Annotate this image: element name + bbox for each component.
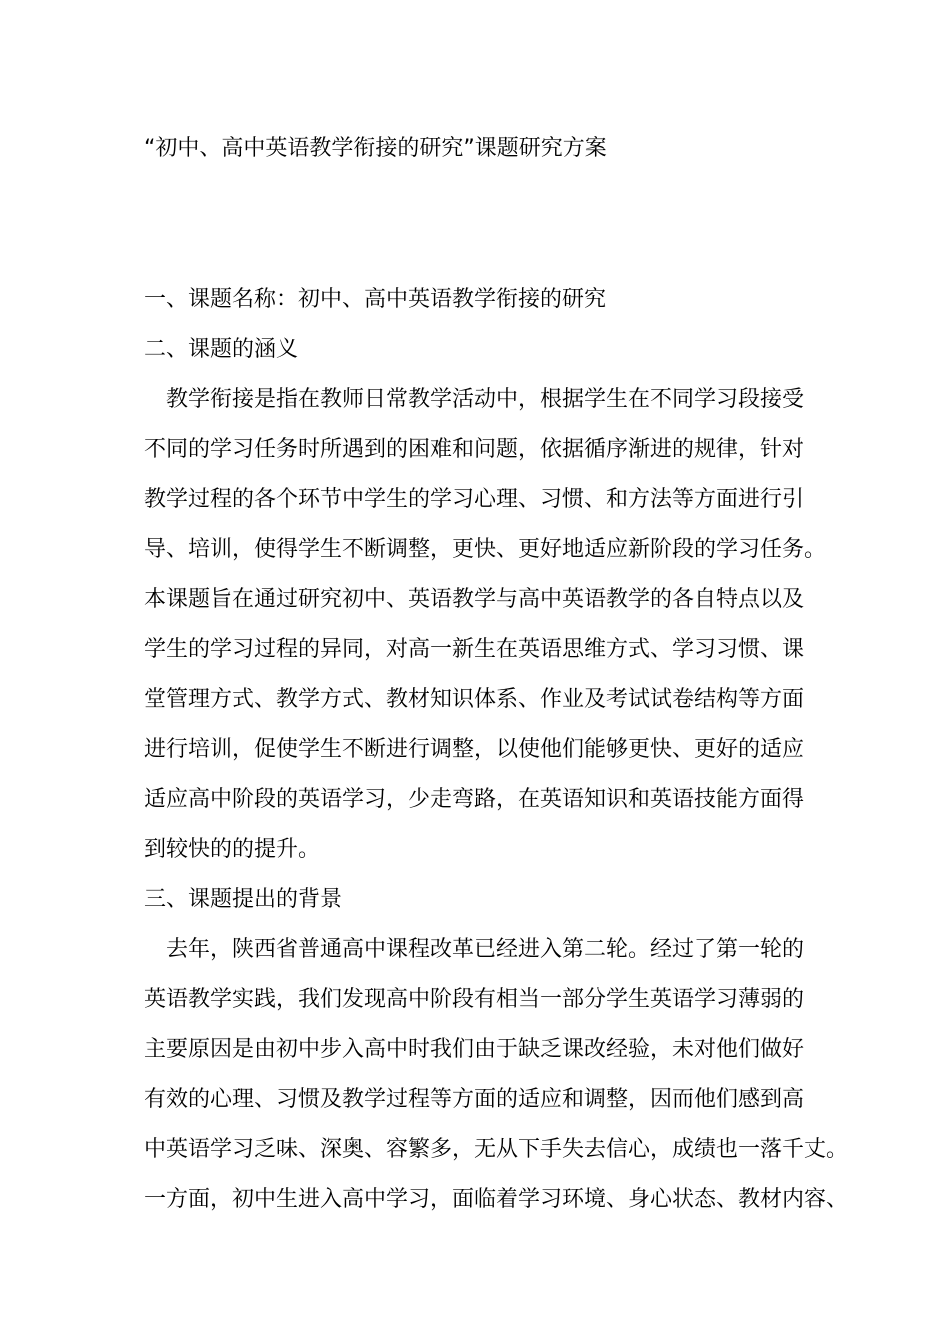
section-heading-3: 三、课题提出的背景 (144, 887, 343, 912)
paragraph-line: 教学衔接是指在教师日常教学活动中，根据学生在不同学习段接受 (144, 387, 805, 412)
paragraph-line: 进行培训，促使学生不断进行调整，以使他们能够更快、更好的适应 (144, 737, 805, 762)
paragraph-line: 学生的学习过程的异同，对高一新生在英语思维方式、学习习惯、课 (144, 637, 805, 662)
paragraph-line: 主要原因是由初中步入高中时我们由于缺乏课改经验，未对他们做好 (144, 1037, 805, 1062)
section-heading-2: 二、课题的涵义 (144, 337, 299, 362)
paragraph-line: 导、培训，使得学生不断调整，更快、更好地适应新阶段的学习任务。 (144, 537, 827, 562)
paragraph-line: 适应高中阶段的英语学习，少走弯路，在英语知识和英语技能方面得 (144, 787, 805, 812)
paragraph-line: 到较快的的提升。 (144, 837, 321, 862)
document-title: “初中、高中英语教学衔接的研究”课题研究方案 (144, 136, 607, 161)
paragraph-line: 堂管理方式、教学方式、教材知识体系、作业及考试试卷结构等方面 (144, 687, 805, 712)
paragraph-line: 去年，陕西省普通高中课程改革已经进入第二轮。经过了第一轮的 (144, 937, 805, 962)
paragraph-line: 中英语学习乏味、深奥、容繁多，无从下手失去信心，成绩也一落千丈。 (144, 1137, 849, 1162)
section-heading-1: 一、课题名称：初中、高中英语教学衔接的研究 (144, 287, 607, 312)
paragraph-line: 不同的学习任务时所遇到的困难和问题，依据循序渐进的规律，针对 (144, 437, 805, 462)
paragraph-line: 有效的心理、习惯及教学过程等方面的适应和调整，因而他们感到高 (144, 1087, 805, 1112)
paragraph-line: 教学过程的各个环节中学生的学习心理、习惯、和方法等方面进行引 (144, 487, 805, 512)
paragraph-line: 英语教学实践，我们发现高中阶段有相当一部分学生英语学习薄弱的 (144, 987, 805, 1012)
paragraph-line: 一方面，初中生进入高中学习，面临着学习环境、身心状态、教材内容、 (144, 1187, 849, 1212)
paragraph-line: 本课题旨在通过研究初中、英语教学与高中英语教学的各自特点以及 (144, 587, 805, 612)
